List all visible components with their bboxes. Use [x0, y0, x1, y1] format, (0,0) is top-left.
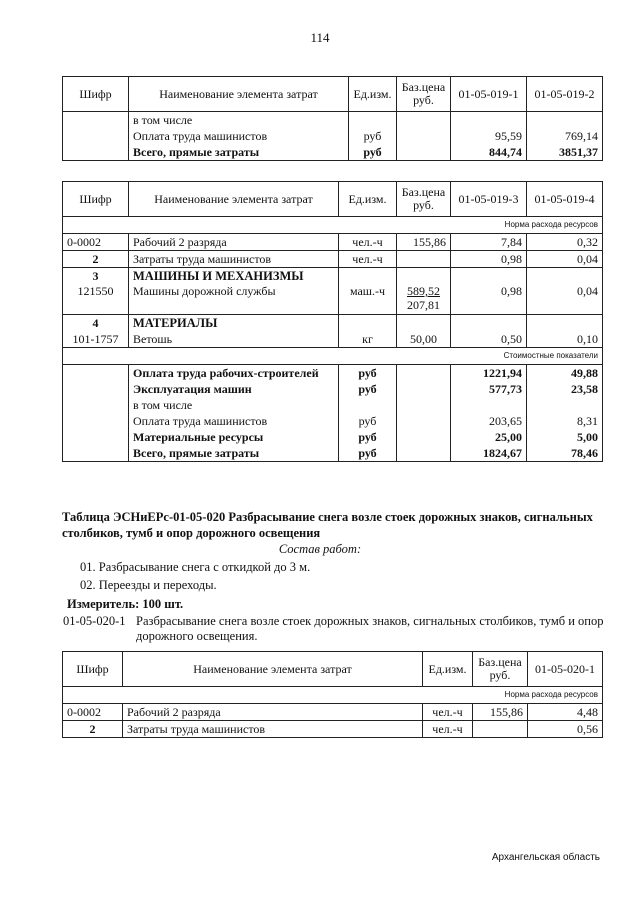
table-row	[63, 144, 603, 161]
row-unit: руб	[339, 365, 397, 382]
row-code: 101-1757	[63, 331, 129, 348]
item-code: 01-05-020-1	[63, 614, 126, 628]
header-price: Баз.цена руб.	[397, 77, 451, 112]
row-unit: руб	[349, 128, 397, 144]
row-price-cell	[397, 284, 451, 315]
row-unit: руб	[339, 445, 397, 462]
section-resources-label: Норма расхода ресурсов	[63, 217, 603, 234]
row-unit: чел.-ч	[339, 251, 397, 268]
table-row	[63, 112, 603, 129]
header-price: Баз.цена руб.	[473, 652, 528, 687]
row-unit: руб	[339, 413, 397, 429]
row-name: Затраты труда машинистов	[129, 251, 339, 268]
section-row	[63, 217, 603, 234]
header-col-1: 01-05-019-3	[451, 182, 527, 217]
header-unit: Ед.изм.	[423, 652, 473, 687]
table-row	[63, 234, 603, 251]
header-code: Шифр	[63, 652, 123, 687]
row-value-2: 0,10	[527, 331, 603, 348]
row-unit: чел.-ч	[423, 704, 473, 721]
row-value-1: 203,65	[451, 413, 527, 429]
row-value-1: 0,98	[451, 251, 527, 268]
row-price: 589,52	[407, 284, 440, 298]
measure-unit: Измеритель: 100 шт.	[67, 597, 184, 611]
table-row	[63, 381, 603, 397]
header-name: Наименование элемента затрат	[129, 77, 349, 112]
row-value-1: 0,50	[451, 331, 527, 348]
page-number: 114	[310, 30, 330, 45]
table-row	[63, 128, 603, 144]
table-header-row	[63, 182, 603, 217]
table-row	[63, 721, 603, 738]
section-heading: МАТЕРИАЛЫ	[129, 315, 339, 332]
row-name: Рабочий 2 разряда	[129, 234, 339, 251]
item-description: Разбрасывание снега возле стоек дорожных знаков, сигнальных столбиков, тумб и опор дорожного освещения.	[136, 614, 604, 643]
row-name: в том числе	[129, 397, 339, 413]
row-name: Ветошь	[129, 331, 339, 348]
row-price-2: 207,81	[407, 298, 440, 312]
row-value-2: 78,46	[527, 445, 603, 462]
section-resources-label: Норма расхода ресурсов	[63, 687, 603, 704]
row-value-1: 7,84	[451, 234, 527, 251]
row-code: 4	[63, 315, 129, 332]
row-value-1: 1221,94	[451, 365, 527, 382]
table-caption: Таблица ЭСНиЕРс-01-05-020 Разбрасывание снега возле стоек дорожных знаков, сигнальных столбиков, тумб и опор дорожного освещения	[62, 510, 593, 540]
row-unit: руб	[349, 144, 397, 161]
table-01-05-019-3-4	[62, 181, 603, 462]
row-value-2: 0,04	[527, 251, 603, 268]
header-col-2: 01-05-019-2	[527, 77, 603, 112]
table-row	[63, 445, 603, 462]
row-name: Всего, прямые затраты	[129, 445, 339, 462]
table-header-row	[63, 652, 603, 687]
footer-region: Архангельская область	[491, 852, 600, 863]
table-row	[63, 268, 603, 285]
row-value-2: 49,88	[527, 365, 603, 382]
row-value-1: 0,56	[528, 721, 603, 738]
row-name: Машины дорожной службы	[129, 284, 339, 315]
row-value-1: 844,74	[451, 144, 527, 161]
table-row	[63, 284, 603, 315]
section-cost-label: Стоимостные показатели	[63, 348, 603, 365]
section-row	[63, 687, 603, 704]
row-name: Оплата труда машинистов	[129, 128, 349, 144]
table-header-row	[63, 77, 603, 112]
row-value-2: 8,31	[527, 413, 603, 429]
row-unit: чел.-ч	[339, 234, 397, 251]
row-name: Эксплуатация машин	[129, 381, 339, 397]
row-code: 0-0002	[63, 704, 123, 721]
table-01-05-019-1-2	[62, 76, 603, 161]
table-01-05-020-1	[62, 651, 603, 738]
table-row	[63, 315, 603, 332]
row-value-2: 0,32	[527, 234, 603, 251]
row-unit: чел.-ч	[423, 721, 473, 738]
table-row	[63, 331, 603, 348]
row-value-2: 769,14	[527, 128, 603, 144]
row-code: 2	[63, 251, 129, 268]
header-col-2: 01-05-019-4	[527, 182, 603, 217]
row-name: в том числе	[129, 112, 349, 129]
section-heading: МАШИНЫ И МЕХАНИЗМЫ	[129, 268, 339, 285]
header-name: Наименование элемента затрат	[123, 652, 423, 687]
row-name: Затраты труда машинистов	[123, 721, 423, 738]
row-code: 3	[63, 268, 129, 285]
row-price: 155,86	[397, 234, 451, 251]
row-value-1: 577,73	[451, 381, 527, 397]
row-code: 121550	[63, 284, 129, 315]
row-price: 155,86	[473, 704, 528, 721]
row-value-1: 0,98	[451, 284, 527, 315]
section-row	[63, 348, 603, 365]
row-code: 2	[63, 721, 123, 738]
header-code: Шифр	[63, 77, 129, 112]
row-value-2: 0,04	[527, 284, 603, 315]
row-value-1: 4,48	[528, 704, 603, 721]
row-price: 50,00	[397, 331, 451, 348]
row-value-2: 23,58	[527, 381, 603, 397]
header-col-1: 01-05-019-1	[451, 77, 527, 112]
header-code: Шифр	[63, 182, 129, 217]
header-col-1: 01-05-020-1	[528, 652, 603, 687]
header-unit: Ед.изм.	[349, 77, 397, 112]
table-row	[63, 413, 603, 429]
header-price: Баз.цена руб.	[397, 182, 451, 217]
work-item-2: 02. Переезды и переходы.	[80, 578, 217, 592]
row-unit: руб	[339, 381, 397, 397]
row-name: Материальные ресурсы	[129, 429, 339, 445]
table-row	[63, 397, 603, 413]
row-name: Оплата труда машинистов	[129, 413, 339, 429]
row-name: Всего, прямые затраты	[129, 144, 349, 161]
row-unit: руб	[339, 429, 397, 445]
header-name: Наименование элемента затрат	[129, 182, 339, 217]
row-value-2: 3851,37	[527, 144, 603, 161]
row-value-2: 5,00	[527, 429, 603, 445]
row-code: 0-0002	[63, 234, 129, 251]
row-value-1: 1824,67	[451, 445, 527, 462]
row-value-1: 25,00	[451, 429, 527, 445]
row-name: Рабочий 2 разряда	[123, 704, 423, 721]
table-row	[63, 429, 603, 445]
row-name: Оплата труда рабочих-строителей	[129, 365, 339, 382]
row-value-1: 95,59	[451, 128, 527, 144]
work-composition-title: Состав работ:	[278, 542, 362, 556]
row-unit: кг	[339, 331, 397, 348]
row-unit: маш.-ч	[339, 284, 397, 315]
table-row	[63, 365, 603, 382]
table-row	[63, 251, 603, 268]
header-unit: Ед.изм.	[339, 182, 397, 217]
table-row	[63, 704, 603, 721]
work-item-1: 01. Разбрасывание снега с откидкой до 3 м.	[80, 560, 311, 574]
